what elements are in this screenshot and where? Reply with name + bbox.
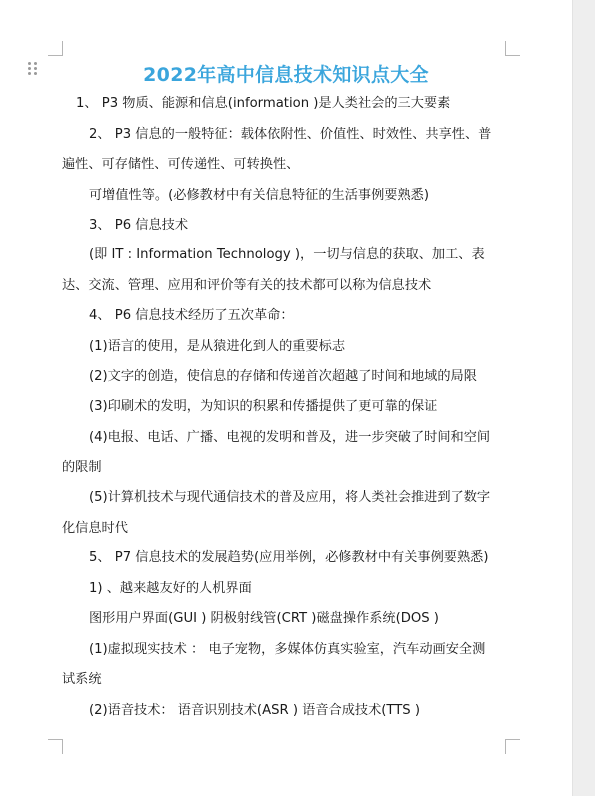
page-corner-mark-top-right	[505, 41, 520, 56]
text-line: 达、交流、管理、应用和评价等有关的技术都可以称为信息技术	[62, 278, 432, 293]
text-line: 可增值性等。(必修教材中有关信息特征的生活事例要熟悉)	[89, 188, 429, 203]
text-line: 1) 、越来越友好的人机界面	[89, 581, 252, 596]
text-line: 遍性、可存储性、可传递性、可转换性、	[62, 157, 300, 172]
text-line: 试系统	[62, 672, 102, 687]
text-line: 2、 P3 信息的一般特征：载体依附性、价值性、时效性、共享性、普	[89, 127, 492, 142]
text-line: (2)文字的创造，使信息的存储和传递首次超越了时间和地域的局限	[89, 369, 477, 384]
drag-handle-icon[interactable]	[28, 62, 38, 78]
text-line: (4)电报、电话、广播、电视的发明和普及，进一步突破了时间和空间	[89, 430, 491, 445]
text-line: (即 IT : Information Technology )，一切与信息的获取、加工、表	[89, 247, 485, 262]
page-corner-mark-bottom-right	[505, 739, 520, 754]
text-line: (2)语音技术： 语音识别技术(ASR ) 语音合成技术(TTS )	[89, 703, 421, 718]
vertical-scrollbar[interactable]	[572, 0, 595, 796]
text-line: (5)计算机技术与现代通信技术的普及应用，将人类社会推进到了数字	[89, 490, 491, 505]
text-line: (1)语言的使用，是从猿进化到人的重要标志	[89, 339, 346, 354]
text-line: 4、 P6 信息技术经历了五次革命：	[89, 308, 294, 323]
text-line: (1)虚拟现实技术 ： 电子宠物，多媒体仿真实验室，汽车动画安全测	[89, 642, 486, 657]
text-line: 的限制	[62, 460, 102, 475]
text-line: 1、 P3 物质、能源和信息(information )是人类社会的三大要素	[76, 96, 451, 111]
page-corner-mark-top-left	[48, 41, 63, 56]
text-line: 图形用户界面(GUI ) 阴极射线管(CRT )磁盘操作系统(DOS )	[89, 611, 439, 626]
text-line: 5、 P7 信息技术的发展趋势(应用举例，必修教材中有关事例要熟悉)	[89, 550, 489, 565]
text-line: 化信息时代	[62, 521, 128, 536]
page-corner-mark-bottom-left	[48, 739, 63, 754]
document-title: 2022年高中信息技术知识点大全	[143, 64, 429, 86]
text-line: 3、 P6 信息技术	[89, 218, 189, 233]
text-line: (3)印刷术的发明，为知识的积累和传播提供了更可靠的保证	[89, 399, 438, 414]
